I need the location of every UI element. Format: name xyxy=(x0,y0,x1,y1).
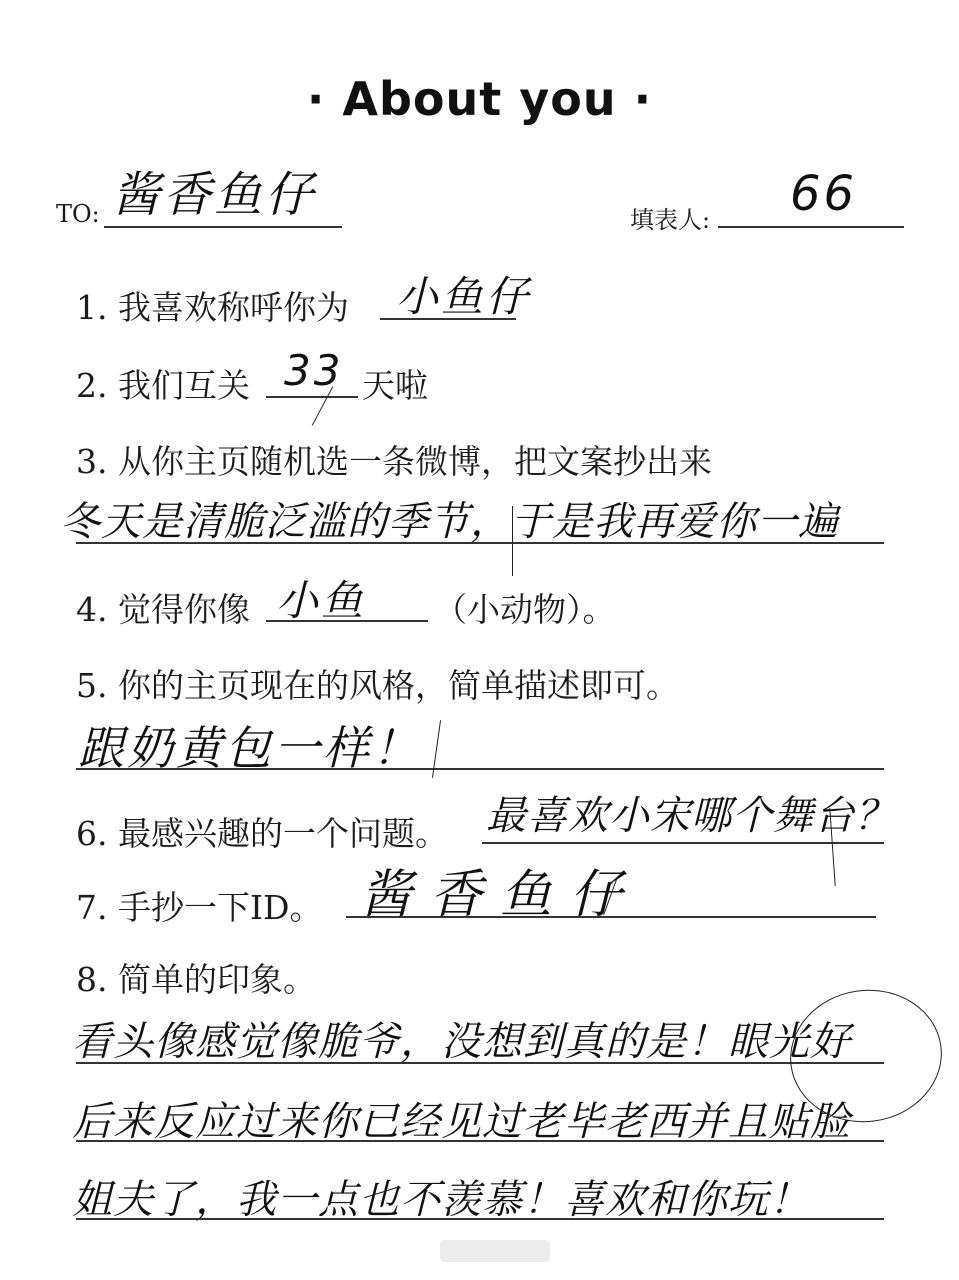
pen-stroke xyxy=(512,506,513,576)
question-5: 5. 你的主页现在的风格，简单描述即可。 xyxy=(76,666,679,705)
to-underline xyxy=(104,226,342,228)
q6-answer: 最喜欢小宋哪个舞台？ xyxy=(486,793,896,839)
question-2: 2. 我们互关 xyxy=(76,366,250,405)
q2-underline xyxy=(266,396,358,398)
filler-label: 填表人: xyxy=(630,206,711,234)
question-8: 8. 简单的印象。 xyxy=(76,960,316,999)
q8-answer-line-2: 后来反应过来你已经见过老毕老西并且贴脸 xyxy=(72,1099,851,1145)
page-title: · About you · xyxy=(306,72,653,126)
q1-answer: 小鱼仔 xyxy=(396,272,532,321)
question-7: 7. 手抄一下ID。 xyxy=(76,888,323,927)
q8-underline-3 xyxy=(76,1218,884,1220)
q3-underline xyxy=(76,542,884,544)
watermark xyxy=(440,1240,550,1262)
question-6: 6. 最感兴趣的一个问题。 xyxy=(76,814,448,853)
q5-answer: 跟奶黄包一样！ xyxy=(78,721,421,775)
q8-underline-1 xyxy=(76,1062,884,1064)
question-3: 3. 从你主页随机选一条微博，把文案抄出来 xyxy=(76,442,712,481)
q8-answer-line-1: 看头像感觉像脆爷，没想到真的是！眼光好 xyxy=(72,1019,851,1065)
filler-underline xyxy=(718,226,904,228)
q2-answer: 33 xyxy=(284,346,344,395)
q3-answer: 冬天是清脆泛滥的季节，于是我再爱你一遍 xyxy=(60,499,839,545)
q7-answer: 酱香鱼仔 xyxy=(360,865,641,925)
question-4: 4. 觉得你像 xyxy=(76,590,250,629)
q4-suffix: （小动物）。 xyxy=(434,590,616,629)
q8-answer-line-3: 姐夫了，我一点也不羡慕！喜欢和你玩！ xyxy=(72,1177,810,1223)
q8-underline-2 xyxy=(76,1140,884,1142)
question-1: 1. 我喜欢称呼你为 xyxy=(76,288,349,327)
q6-underline xyxy=(482,842,884,844)
filler-handwritten: 66 xyxy=(790,166,858,222)
to-label: TO: xyxy=(56,200,100,228)
q2-suffix: 天啦 xyxy=(362,366,428,405)
q5-underline xyxy=(76,768,884,770)
q4-answer: 小鱼 xyxy=(276,576,367,625)
to-handwritten: 酱香鱼仔 xyxy=(112,167,317,223)
